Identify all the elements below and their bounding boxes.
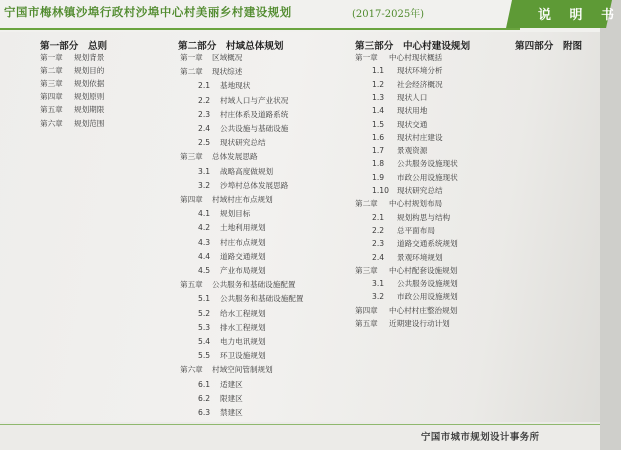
entry-label: 景观资源	[397, 146, 428, 156]
entry-number: 第二章	[355, 199, 378, 209]
entry-label: 排水工程规划	[220, 322, 266, 332]
toc-subsection-entry	[198, 96, 288, 106]
toc-subsection-entry	[372, 93, 427, 103]
toc-chapter-entry	[180, 67, 242, 77]
entry-number: 1.7	[372, 146, 385, 156]
section-title: 第三部分 中心村建设规划	[355, 41, 471, 52]
entry-label: 村庄布点规划	[220, 237, 266, 247]
entry-label: 中心村村庄整治规划	[389, 305, 458, 315]
entry-number: 5.5	[198, 351, 211, 361]
entry-label: 市政公用设施现状	[397, 172, 458, 182]
toc-chapter-entry	[180, 365, 273, 375]
entry-number: 2.2	[372, 225, 385, 235]
entry-label: 村庄体系及道路系统	[220, 109, 289, 119]
toc-chapter-entry	[355, 306, 457, 316]
section-title: 第二部分 村域总体规划	[178, 41, 284, 52]
entry-label: 市政公用设施规划	[397, 292, 458, 302]
toc-subsection-entry	[372, 226, 435, 236]
entry-label: 规划目标	[220, 209, 251, 219]
toc-subsection-entry	[198, 81, 250, 91]
entry-number: 4.5	[198, 266, 211, 275]
toc-subsection-entry	[372, 253, 443, 263]
entry-number: 1.9	[372, 172, 385, 182]
toc-chapter-entry	[40, 53, 104, 63]
entry-number: 4.4	[198, 251, 211, 261]
entry-number: 1.4	[372, 106, 385, 116]
toc-subsection-entry	[372, 292, 458, 302]
toc-subsection-entry	[372, 279, 458, 289]
entry-label: 村域人口与产业状况	[220, 95, 289, 105]
entry-label: 现状村庄建设	[397, 132, 443, 142]
entry-label: 土地利用规划	[220, 223, 266, 233]
toc-chapter-entry	[355, 266, 457, 276]
entry-number: 4.2	[198, 223, 211, 233]
entry-label: 总体发展思路	[212, 152, 258, 162]
entry-number: 2.2	[198, 95, 211, 105]
header-badge-label: 说 明 书	[538, 8, 621, 23]
entry-number: 2.4	[372, 252, 385, 262]
entry-number: 第一章	[40, 53, 63, 62]
section-title: 第一部分 总则	[40, 41, 108, 52]
entry-number: 2.3	[372, 239, 385, 249]
toc-chapter-entry	[355, 53, 442, 63]
entry-label: 公共设施与基础设施	[220, 124, 289, 133]
entry-label: 规划构思与结构	[397, 212, 451, 222]
toc-chapter-entry	[40, 119, 104, 129]
toc-subsection-entry	[198, 167, 273, 177]
planning-period: (2017-2025年)	[352, 9, 425, 20]
entry-label: 现状研究总结	[220, 138, 266, 148]
entry-number: 5.4	[198, 337, 211, 346]
entry-label: 规划原则	[74, 92, 105, 102]
document-title: 宁国市梅林镇沙埠行政村沙埠中心村美丽乡村建设规划	[4, 5, 292, 19]
toc-chapter-entry	[40, 79, 104, 89]
entry-label: 中心村规划布局	[389, 199, 443, 209]
entry-number: 1.6	[372, 132, 385, 142]
entry-label: 规划目的	[74, 66, 105, 76]
toc-subsection-entry	[372, 159, 458, 169]
entry-number: 第一章	[180, 53, 203, 62]
toc-subsection-entry	[372, 146, 427, 156]
toc-subsection-entry	[198, 238, 266, 248]
entry-label: 沙埠村总体发展思路	[220, 180, 289, 190]
entry-number: 1.3	[372, 92, 385, 102]
entry-number: 1.2	[372, 79, 385, 89]
entry-number: 第三章	[355, 265, 378, 275]
entry-label: 公共服务设施现状	[397, 159, 458, 169]
entry-number: 第三章	[180, 152, 203, 162]
entry-label: 公共服务设施规划	[397, 279, 458, 289]
toc-subsection-entry	[198, 266, 266, 276]
toc-chapter-entry	[180, 152, 258, 162]
entry-number: 1.8	[372, 159, 385, 169]
footer-organization: 宁国市城市规划设计事务所	[421, 432, 540, 443]
toc-subsection-entry	[198, 309, 266, 319]
toc-subsection-entry	[198, 337, 266, 347]
entry-number: 2.3	[198, 109, 211, 119]
entry-number: 2.1	[198, 81, 211, 91]
toc-subsection-entry	[372, 133, 443, 143]
toc-subsection-entry	[372, 80, 443, 90]
entry-number: 5.3	[198, 322, 211, 332]
entry-number: 第六章	[40, 118, 63, 128]
entry-number: 2.5	[198, 138, 211, 148]
entry-label: 近期建设行动计划	[389, 319, 450, 328]
entry-label: 规划依据	[74, 79, 105, 89]
entry-number: 3.1	[198, 166, 211, 176]
entry-number: 4.1	[198, 209, 211, 219]
toc-subsection-entry	[372, 66, 443, 76]
toc-subsection-entry	[372, 213, 450, 223]
entry-number: 3.2	[198, 180, 211, 190]
toc-subsection-entry	[372, 173, 458, 183]
entry-number: 2.1	[372, 212, 385, 222]
entry-number: 1.1	[372, 66, 385, 76]
entry-label: 现状研究总结	[397, 186, 443, 195]
toc-chapter-entry	[40, 105, 104, 115]
toc-subsection-entry	[372, 106, 427, 116]
entry-number: 第六章	[180, 365, 203, 375]
toc-subsection-entry	[198, 394, 243, 404]
entry-label: 道路交通系统规划	[397, 239, 458, 249]
entry-number: 第二章	[180, 67, 203, 77]
entry-label: 限建区	[220, 393, 243, 403]
entry-label: 战略高度做规划	[220, 166, 274, 176]
entry-number: 第五章	[40, 105, 63, 115]
toc-subsection-entry	[198, 124, 288, 134]
entry-label: 产业布局规划	[220, 266, 266, 275]
entry-label: 基地现状	[220, 81, 251, 91]
toc-chapter-entry	[40, 92, 104, 102]
entry-number: 2.4	[198, 124, 211, 133]
toc-subsection-entry	[198, 181, 288, 191]
entry-label: 环卫设施规划	[220, 351, 266, 361]
toc-subsection-entry	[198, 252, 266, 262]
toc-chapter-entry	[355, 199, 442, 209]
toc-subsection-entry	[198, 110, 288, 120]
entry-number: 6.1	[198, 379, 211, 389]
entry-number: 第四章	[355, 305, 378, 315]
entry-label: 中心村配套设施规划	[389, 265, 458, 275]
entry-label: 给水工程规划	[220, 308, 266, 318]
toc-subsection-entry	[198, 294, 304, 304]
toc-chapter-entry	[180, 280, 296, 290]
entry-label: 现状交通	[397, 119, 428, 129]
entry-label: 村域村庄布点规划	[212, 195, 273, 204]
entry-label: 规划期限	[74, 105, 105, 115]
entry-label: 电力电讯规划	[220, 337, 266, 346]
entry-label: 适建区	[220, 379, 243, 389]
entry-label: 景观环境规划	[397, 252, 443, 262]
entry-number: 4.3	[198, 237, 211, 247]
entry-number: 3.2	[372, 292, 385, 302]
entry-label: 禁建区	[220, 408, 243, 417]
entry-label: 现状环境分析	[397, 66, 443, 76]
entry-label: 现状综述	[212, 67, 243, 77]
entry-number: 6.2	[198, 393, 211, 403]
entry-label: 社会经济概况	[397, 79, 443, 89]
toc-subsection-entry	[198, 223, 266, 233]
entry-label: 公共服务和基础设施配置	[220, 294, 304, 304]
entry-number: 5.1	[198, 294, 211, 304]
entry-label: 现状用地	[397, 106, 428, 116]
entry-label: 规划范围	[74, 118, 105, 128]
footer-rule	[0, 424, 600, 425]
entry-number: 1.5	[372, 119, 385, 129]
entry-label: 现状人口	[397, 92, 428, 102]
toc-subsection-entry	[198, 138, 266, 148]
toc-subsection-entry	[198, 408, 243, 418]
entry-number: 第四章	[40, 92, 63, 102]
entry-number: 6.3	[198, 408, 211, 417]
entry-label: 公共服务和基础设施配置	[212, 280, 296, 290]
toc-subsection-entry	[372, 120, 427, 130]
entry-number: 第五章	[180, 280, 203, 290]
entry-label: 中心村现状概括	[389, 53, 443, 62]
entry-number: 1.10	[372, 186, 389, 195]
header-rule	[0, 28, 520, 30]
toc-chapter-entry	[40, 66, 104, 76]
entry-label: 村域空间管制规划	[212, 365, 273, 375]
entry-number: 3.1	[372, 279, 385, 289]
toc-chapter-entry	[355, 319, 450, 329]
toc-subsection-entry	[198, 351, 266, 361]
toc-chapter-entry	[180, 195, 273, 205]
entry-label: 总平面布局	[397, 225, 435, 235]
toc-subsection-entry	[372, 239, 458, 249]
entry-number: 5.2	[198, 308, 211, 318]
entry-label: 区域概况	[212, 53, 243, 62]
toc-subsection-entry	[198, 380, 243, 390]
entry-number: 第五章	[355, 319, 378, 328]
toc-chapter-entry	[180, 53, 242, 63]
section-title: 第四部分 附图	[515, 41, 583, 52]
entry-label: 规划背景	[74, 53, 105, 62]
toc-subsection-entry	[198, 209, 250, 219]
entry-number: 第一章	[355, 53, 378, 62]
toc-subsection-entry	[198, 323, 266, 333]
entry-number: 第二章	[40, 66, 63, 76]
entry-number: 第四章	[180, 195, 203, 204]
entry-number: 第三章	[40, 79, 63, 89]
toc-subsection-entry	[372, 186, 443, 196]
entry-label: 道路交通规划	[220, 251, 266, 261]
